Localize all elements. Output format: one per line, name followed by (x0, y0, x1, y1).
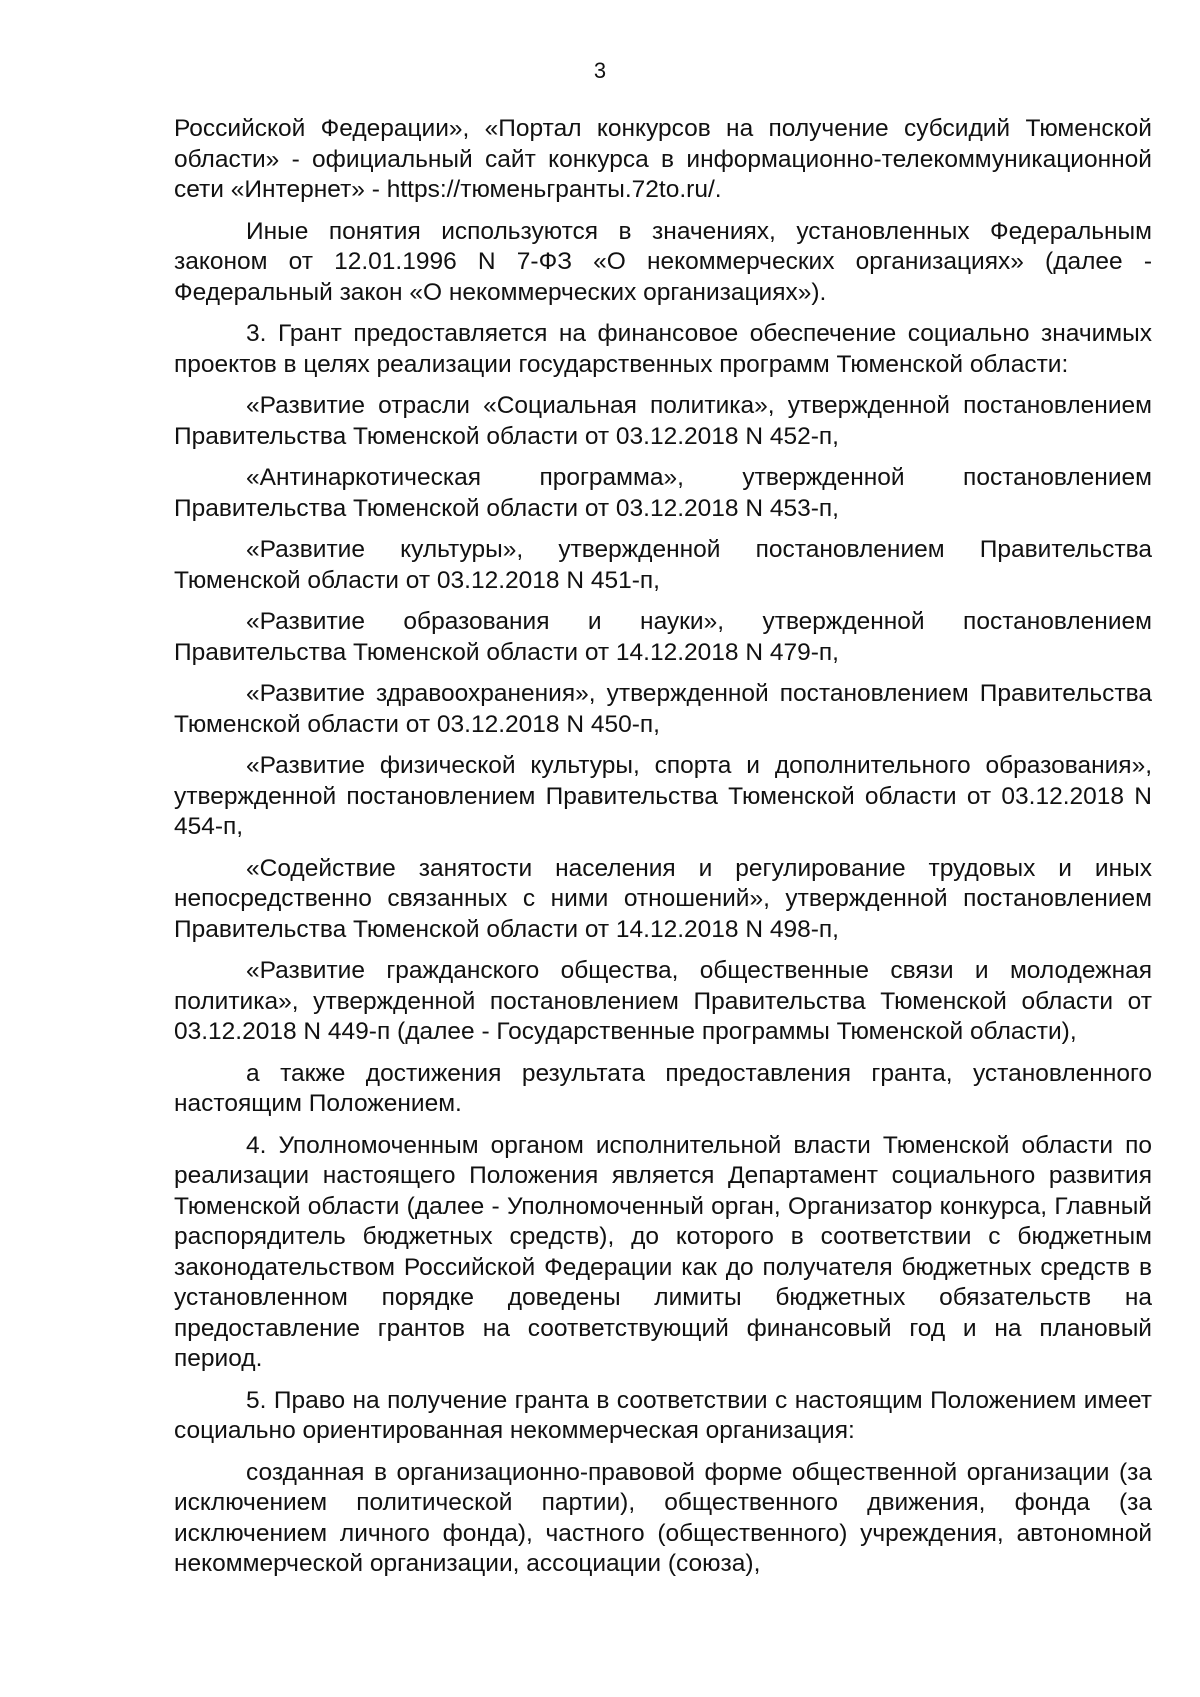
paragraph-grant-result: а также достижения результата предоставления гранта, установленного настоящим Положением. (174, 1059, 1152, 1117)
program-civil-society: «Развитие гражданского общества, общественные связи и молодежная политика», утвержденной постановлением Правительства Тюменской области от 03.12.2018 N 449-п (далее - Государственные программы Тюменской области), (174, 957, 1152, 1045)
paragraph-item-4: 4. Уполномоченным органом исполнительной власти Тюменской области по реализации настоящего Положения является Департамент социального развития Тюменской области (далее - Уполномоченный орган, Организатор конкурса, Главный распорядитель бюджетных средств), до которого в соответствии с бюджетным законодательством Российской Федерации как до получателя бюджетных средств в установленном порядке доведены лимиты бюджетных обязательств на предоставление грантов на соответствующий финансовый год и на плановый период. (174, 1131, 1152, 1372)
program-antinarcotic: «Антинаркотическая программа», утвержденной постановлением Правительства Тюменской области от 03.12.2018 N 453-п, (174, 464, 1152, 522)
paragraph-item-3: 3. Грант предоставляется на финансовое обеспечение социально значимых проектов в целях реализации государственных программ Тюменской области: (174, 320, 1152, 378)
program-employment: «Содействие занятости населения и регулирование трудовых и иных непосредственно связанных с ними отношений», утвержденной постановлением Правительства Тюменской области от 14.12.2018 N 498-п, (174, 854, 1152, 943)
page-number: 3 (593, 58, 607, 83)
paragraph-item-5: 5. Право на получение гранта в соответствии с настоящим Положением имеет социально ориентированная некоммерческая организация: (174, 1386, 1152, 1444)
program-social-policy: «Развитие отрасли «Социальная политика», утвержденной постановлением Правительства Тюменской области от 03.12.2018 N 452-п, (174, 392, 1152, 450)
document-body (174, 114, 1152, 1591)
program-healthcare: «Развитие здравоохранения», утвержденной постановлением Правительства Тюменской области от 03.12.2018 N 450-п, (174, 680, 1152, 738)
program-sport: «Развитие физической культуры, спорта и дополнительного образования», утвержденной постановлением Правительства Тюменской области от 03.12.2018 N 454-п, (174, 752, 1152, 840)
paragraph-continuation: Российской Федерации», «Портал конкурсов на получение субсидий Тюменской области» - официальный сайт конкурса в информационно-телекоммуникационной сети «Интернет» - https://тюменьгранты.72to.ru/. (174, 115, 1152, 203)
program-culture: «Развитие культуры», утвержденной постановлением Правительства Тюменской области от 03.12.2018 N 451-п, (174, 536, 1152, 594)
paragraph-organization-forms: созданная в организационно-правовой форме общественной организации (за исключением политической партии), общественного движения, фонда (за исключением личного фонда), частного (общественного) учреждения, автономной некоммерческой организации, ассоциации (союза), (174, 1458, 1152, 1577)
program-education-science: «Развитие образования и науки», утвержденной постановлением Правительства Тюменской области от 14.12.2018 N 479-п, (174, 608, 1152, 666)
paragraph-definitions: Иные понятия используются в значениях, установленных Федеральным законом от 12.01.1996 N 7-ФЗ «О некоммерческих организациях» (далее - Федеральный закон «О некоммерческих организациях»). (174, 217, 1152, 306)
